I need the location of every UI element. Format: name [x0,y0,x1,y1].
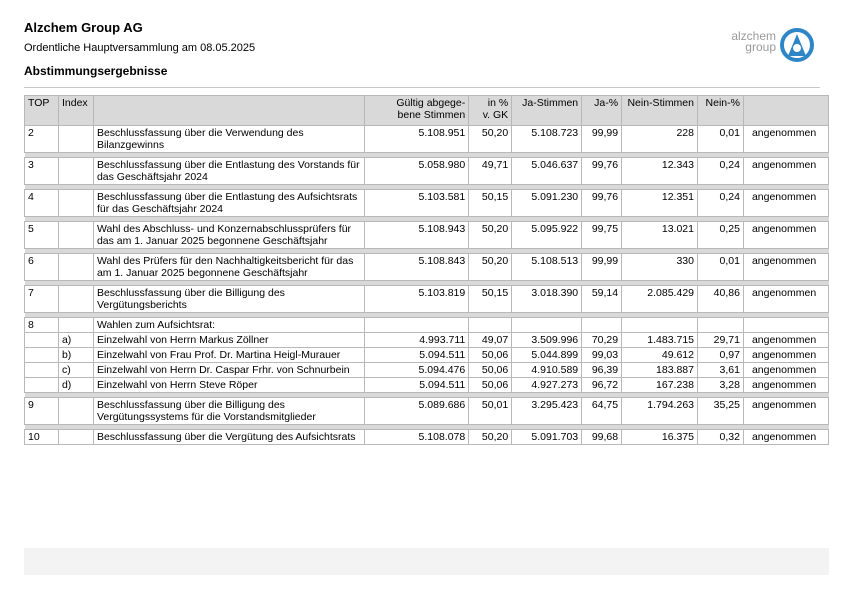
row-percent-capital-cell: 50,01 [469,398,512,425]
row-result-cell: angenommen [743,378,828,393]
row-no-votes-cell: 330 [622,254,698,281]
row-yes-votes-cell: 5.091.703 [512,430,582,445]
row-no-percent-cell: 0,25 [698,222,744,249]
row-percent-capital-cell: 49,07 [469,333,512,348]
row-no-percent-cell: 0,97 [698,348,744,363]
row-index-cell [58,190,93,217]
row-result-cell: angenommen [743,254,828,281]
table-row [25,363,829,378]
table-row [25,333,829,348]
row-description-cell: Beschlussfassung über die Entlastung des Aufsichtsrats für das Geschäftsjahr 2024 [93,190,364,217]
row-yes-percent-cell: 99,99 [582,254,622,281]
col-header-valid-votes [365,96,469,126]
row-yes-percent-cell: 99,76 [582,190,622,217]
row-percent-capital-cell: 50,20 [469,430,512,445]
row-index-cell [58,158,93,185]
row-yes-votes-cell: 4.910.589 [512,363,582,378]
row-index-cell: d) [58,378,93,393]
col-header-no-votes: Nein-Stimmen [622,96,698,126]
company-logo [720,28,820,62]
row-valid-votes-cell: 4.993.711 [365,333,469,348]
row-yes-percent-cell: 70,29 [582,333,622,348]
voting-results-table [24,95,829,445]
table-row [25,254,829,281]
row-no-votes-cell [622,318,698,333]
row-top-cell: 10 [25,430,59,445]
page-title: Abstimmungsergebnisse [24,64,168,78]
row-description-cell: Einzelwahl von Herrn Markus Zöllner [93,333,364,348]
row-top-cell: 7 [25,286,59,313]
row-result-cell: angenommen [743,348,828,363]
logo-wordmark [720,31,776,53]
row-no-votes-cell: 13.021 [622,222,698,249]
row-no-percent-cell: 0,32 [698,430,744,445]
logo-line-1: alzchem [731,29,776,43]
row-yes-votes-cell: 5.108.723 [512,126,582,153]
row-yes-votes-cell: 3.509.996 [512,333,582,348]
table-row [25,126,829,153]
row-yes-percent-cell [582,318,622,333]
row-yes-percent-cell: 96,39 [582,363,622,378]
row-result-cell: angenommen [743,398,828,425]
row-yes-percent-cell: 96,72 [582,378,622,393]
row-no-percent-cell: 0,24 [698,158,744,185]
row-percent-capital-cell: 50,06 [469,378,512,393]
row-no-votes-cell: 49.612 [622,348,698,363]
col-header-pct-line2: v. GK [482,109,509,121]
row-result-cell: angenommen [743,333,828,348]
row-index-cell [58,286,93,313]
row-yes-votes-cell: 5.108.513 [512,254,582,281]
row-result-cell: angenommen [743,222,828,249]
row-no-votes-cell: 2.085.429 [622,286,698,313]
col-header-description [93,96,364,126]
row-no-percent-cell: 35,25 [698,398,744,425]
row-valid-votes-cell: 5.094.476 [365,363,469,378]
row-index-cell: c) [58,363,93,378]
col-header-percent-capital [469,96,512,126]
row-result-cell [743,318,828,333]
row-yes-percent-cell: 99,68 [582,430,622,445]
row-no-votes-cell: 228 [622,126,698,153]
row-result-cell: angenommen [743,286,828,313]
col-header-yes-percent: Ja-% [582,96,622,126]
row-description-cell: Einzelwahl von Frau Prof. Dr. Martina Heigl-Murauer [93,348,364,363]
row-result-cell: angenommen [743,190,828,217]
col-header-valid-line2: bene Stimmen [397,109,466,121]
row-index-cell [58,398,93,425]
row-no-votes-cell: 12.351 [622,190,698,217]
row-yes-percent-cell: 64,75 [582,398,622,425]
header-divider [24,87,820,88]
col-header-top: TOP [25,96,59,126]
row-yes-percent-cell: 99,76 [582,158,622,185]
table-body [25,126,829,445]
row-top-cell: 5 [25,222,59,249]
table-row [25,378,829,393]
row-valid-votes-cell [365,318,469,333]
row-index-cell: a) [58,333,93,348]
row-result-cell: angenommen [743,158,828,185]
logo-line-2: group [745,40,776,54]
table-row [25,318,829,333]
row-top-cell: 9 [25,398,59,425]
row-valid-votes-cell: 5.094.511 [365,348,469,363]
row-description-cell: Wahl des Abschluss- und Konzernabschlussprüfers für das am 1. Januar 2025 begonnene Geschäftsjahr [93,222,364,249]
table-row [25,158,829,185]
row-top-cell [25,348,59,363]
row-index-cell [58,254,93,281]
row-yes-percent-cell: 99,03 [582,348,622,363]
row-yes-percent-cell: 99,99 [582,126,622,153]
row-result-cell: angenommen [743,363,828,378]
row-top-cell: 3 [25,158,59,185]
row-index-cell: b) [58,348,93,363]
document-header [24,18,824,88]
row-valid-votes-cell: 5.108.843 [365,254,469,281]
row-description-cell: Beschlussfassung über die Verwendung des Bilanzgewinns [93,126,364,153]
row-percent-capital-cell: 50,06 [469,348,512,363]
table-row [25,222,829,249]
row-no-votes-cell: 12.343 [622,158,698,185]
row-no-percent-cell [698,318,744,333]
row-top-cell: 2 [25,126,59,153]
row-no-votes-cell: 1.794.263 [622,398,698,425]
row-top-cell: 6 [25,254,59,281]
row-top-cell: 8 [25,318,59,333]
row-index-cell [58,430,93,445]
row-description-cell: Beschlussfassung über die Entlastung des Vorstands für das Geschäftsjahr 2024 [93,158,364,185]
row-no-votes-cell: 1.483.715 [622,333,698,348]
row-valid-votes-cell: 5.103.819 [365,286,469,313]
row-percent-capital-cell: 50,15 [469,286,512,313]
row-percent-capital-cell: 50,15 [469,190,512,217]
row-yes-percent-cell: 99,75 [582,222,622,249]
row-valid-votes-cell: 5.103.581 [365,190,469,217]
col-header-index: Index [58,96,93,126]
row-yes-votes-cell: 3.018.390 [512,286,582,313]
row-yes-votes-cell: 5.091.230 [512,190,582,217]
row-yes-votes-cell: 4.927.273 [512,378,582,393]
row-description-cell: Beschlussfassung über die Billigung des Vergütungsberichts [93,286,364,313]
row-yes-votes-cell: 5.046.637 [512,158,582,185]
row-no-percent-cell: 3,61 [698,363,744,378]
row-description-cell: Wahl des Prüfers für den Nachhaltigkeitsbericht für das am 1. Januar 2025 begonnene Geschäftsjahr [93,254,364,281]
col-header-valid-line1: Gültig abgege- [396,97,466,109]
table-row [25,348,829,363]
row-no-percent-cell: 0,01 [698,126,744,153]
table-row [25,398,829,425]
row-description-cell: Einzelwahl von Herrn Steve Röper [93,378,364,393]
row-index-cell [58,318,93,333]
row-top-cell [25,333,59,348]
row-result-cell: angenommen [743,126,828,153]
col-header-no-percent: Nein-% [698,96,744,126]
table-header-row [25,96,829,126]
row-yes-votes-cell: 3.295.423 [512,398,582,425]
row-result-cell: angenommen [743,430,828,445]
row-no-percent-cell: 3,28 [698,378,744,393]
row-description-cell: Beschlussfassung über die Vergütung des Aufsichtsrats [93,430,364,445]
table-row [25,286,829,313]
row-top-cell [25,378,59,393]
meeting-subtitle: Ordentliche Hauptversammlung am 08.05.2025 [24,42,256,54]
row-yes-votes-cell: 5.044.899 [512,348,582,363]
page-footer-band [24,548,829,575]
row-percent-capital-cell: 50,20 [469,126,512,153]
row-no-percent-cell: 0,24 [698,190,744,217]
row-no-percent-cell: 29,71 [698,333,744,348]
row-description-cell: Wahlen zum Aufsichtsrat: [93,318,364,333]
row-yes-votes-cell [512,318,582,333]
col-header-pct-line1: in % [487,97,509,109]
table-row [25,430,829,445]
row-valid-votes-cell: 5.058.980 [365,158,469,185]
alzchem-logo-icon [780,28,814,62]
company-name: Alzchem Group AG [24,20,143,35]
row-valid-votes-cell: 5.108.943 [365,222,469,249]
row-description-cell: Beschlussfassung über die Billigung des Vergütungssystems für die Vorstandsmitglieder [93,398,364,425]
row-valid-votes-cell: 5.108.078 [365,430,469,445]
row-no-votes-cell: 16.375 [622,430,698,445]
row-percent-capital-cell: 50,20 [469,222,512,249]
row-percent-capital-cell: 49,71 [469,158,512,185]
row-top-cell: 4 [25,190,59,217]
row-description-cell: Einzelwahl von Herrn Dr. Caspar Frhr. von Schnurbein [93,363,364,378]
table-row [25,190,829,217]
row-percent-capital-cell [469,318,512,333]
row-valid-votes-cell: 5.108.951 [365,126,469,153]
row-no-votes-cell: 167.238 [622,378,698,393]
row-index-cell [58,126,93,153]
row-yes-percent-cell: 59,14 [582,286,622,313]
col-header-yes-votes: Ja-Stimmen [512,96,582,126]
col-header-result [743,96,828,126]
row-percent-capital-cell: 50,06 [469,363,512,378]
row-percent-capital-cell: 50,20 [469,254,512,281]
row-no-percent-cell: 40,86 [698,286,744,313]
row-top-cell [25,363,59,378]
row-valid-votes-cell: 5.094.511 [365,378,469,393]
row-index-cell [58,222,93,249]
row-valid-votes-cell: 5.089.686 [365,398,469,425]
row-no-percent-cell: 0,01 [698,254,744,281]
row-yes-votes-cell: 5.095.922 [512,222,582,249]
row-no-votes-cell: 183.887 [622,363,698,378]
